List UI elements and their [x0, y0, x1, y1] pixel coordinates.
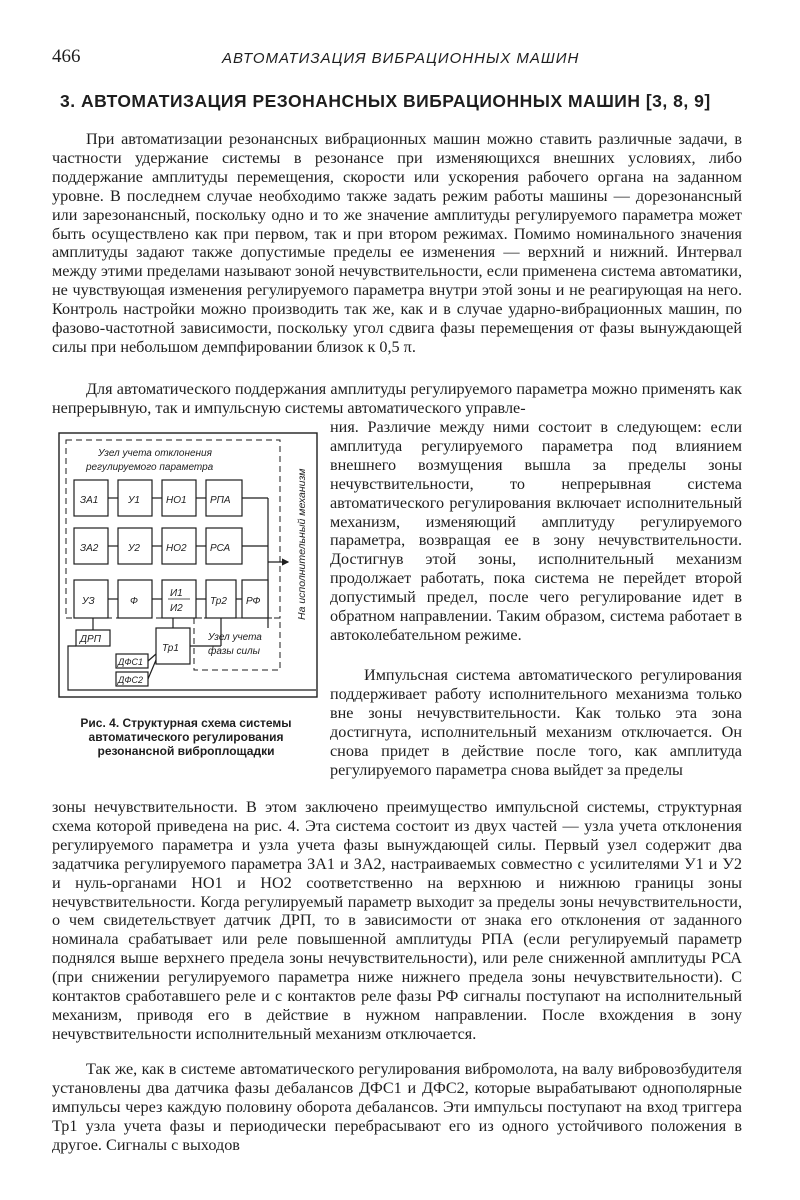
node1-label-line1: Узел учета отклонения [98, 448, 212, 459]
block-i2-label: И2 [170, 603, 183, 614]
paragraph-3-full: зоны нечувствительности. В этом заключено преимущество импульсной системы, структурная схема которой приведена на рис. 4. Эта система состоит из двух частей — узла учета отклонения регулируемого параметра и узла учета фазы вынуждающей силы. Первый узел содержит два задатчика регулируемого параметра ЗА1 и ЗА2, настраиваемых совместно с усилителями У1 и У2 и нуль-органами НО1 и НО2 соответственно на верхнюю и нижнюю границы зоны нечувствительности. Когда регулируемый параметр выходит за пределы зоны нечувствительности, о чем свидетельствует датчик ДРП, то в зависимости от знака его отклонения от заданного номинала срабатывает или реле повышенной амплитуды РПА (если регулируемый параметр поднялся выше верхнего предела зоны нечувствительности), или реле сниженной амплитуды РСА (при снижении регулируемого параметра ниже нижнего предела зоны нечувствительности). С контактов сработавшего реле и с контактов реле фазы РФ сигналы поступают на исполнительный механизм, приводя его в действие в нужном направлении. После вхождения в зону нечувствительности исполнительный механизм отключается. [52, 798, 742, 1043]
page-header [52, 46, 752, 74]
row3-blocks [74, 580, 268, 618]
block-no2-label: НО2 [166, 543, 187, 554]
paragraph-2-top: Для автоматического поддержания амплитуды регулируемого параметра можно применять как непрерывную, так и импульсную системы автоматического управле- [52, 380, 742, 417]
block-diagram [58, 432, 320, 700]
block-f-label: Ф [130, 596, 138, 607]
node1-label-line2: регулируемого параметра [86, 462, 214, 473]
block-za2-label: ЗА2 [80, 543, 99, 554]
row1-blocks [74, 480, 268, 516]
block-diagram-figure [58, 432, 320, 700]
paragraph-2-right-column: ния. Различие между ними состоит в следующем: если амплитуда регулируемого параметра под влиянием внешнего возмущения вышла за пределы зоны нечувствительности, то непрерывная система автоматического регулирования включает исполнительный механизм, изменяющий амплитуду регулируемого параметра, возвращая ее в зону нечувствительности. Достигнув этой зоны, исполнительный механизм продолжает работать, пока система не перейдет второй допустимый предел, после чего регулирование идет в обратном направлении. Таким образом, система работает в автоколебательном режиме. [330, 418, 742, 644]
figure-caption-text: Структурная схема системы автоматического регулирования резонансной виброплощадки [88, 716, 292, 758]
node2-label-line1: Узел учета [208, 632, 262, 643]
row2-blocks [74, 528, 268, 564]
block-za1-label: ЗА1 [80, 495, 99, 506]
block-dfs2-label: ДФС2 [118, 675, 143, 685]
node2-dashed-frame [194, 618, 280, 670]
figure-caption-label: Рис. 4. [80, 716, 120, 730]
block-rsa-label: РСА [210, 543, 231, 554]
block-rpa-label: РПА [210, 495, 231, 506]
block-uz-label: УЗ [82, 596, 95, 607]
block-tr1-label: Тр1 [162, 643, 179, 654]
block-no1-label: НО1 [166, 495, 187, 506]
node2-label-line2: фазы силы [208, 646, 261, 657]
block-tr2-label: Тр2 [210, 596, 227, 607]
block-rf-label: РФ [246, 596, 261, 607]
section-title: 3. АВТОМАТИЗАЦИЯ РЕЗОНАНСНЫХ ВИБРАЦИОННЫХ МАШИН [3, 8, 9] [60, 91, 711, 111]
page-number: 466 [52, 46, 81, 67]
figure-caption [52, 716, 320, 758]
block-u2-label: У2 [128, 543, 140, 554]
block-drp-label: ДРП [80, 634, 101, 645]
paragraph-1: При автоматизации резонансных вибрационных машин можно ставить различные задачи, в частности удержание системы в резонансе при изменяющихся внешних условиях, либо поддержание амплитуды перемещения, скорости или ускорения рабочего органа на заданном уровне. В последнем случае необходимо также задать режим работы машины — дорезонансный или зарезонансный, поскольку одно и то же значение амплитуды регулируемого параметра может быть осуществлено как при первом, так и при втором режимах. Помимо номинального значения амплитуды задают также допустимые пределы ее изменения — верхний и нижний. Интервал между этими пределами называют зоной нечувствительности, если применена система автоматики, не чувствующая изменения регулируемого параметра внутри этой зоны и не реагирующая на него. Контроль настройки можно производить так же, как и в случае ударно-вибрационных машин, по фазово-частотной зависимости, поскольку угол сдвига фазы перемещения от фазы вынуждающей силы при небольшом демпфировании близок к 0,5 π. [52, 130, 742, 356]
running-title: АВТОМАТИЗАЦИЯ ВИБРАЦИОННЫХ МАШИН [222, 50, 580, 67]
block-i1-label: И1 [170, 588, 183, 599]
actuator-label: На исполнительный механизм [296, 468, 308, 620]
paragraph-4: Так же, как в системе автоматического регулирования вибромолота, на валу вибровозбудителя установлены два датчика фазы дебалансов ДФС1 и ДФС2, которые вырабатывают однополярные импульсы через каждую половину оборота дебалансов. Эти импульсы поступают на вход триггера Тр1 узла учета фазы и периодически перебрасывают его из одного устойчивого положения в другое. Сигналы с выходов [52, 1060, 742, 1154]
block-u1-label: У1 [128, 495, 140, 506]
paragraph-3-right-column: Импульсная система автоматического регулирования поддерживает работу исполнительного механизма только вне зоны нечувствительности. Как только эта зона достигнута, исполнительный механизм отключается. Он снова придет в действие после того, как амплитуда регулируемого параметра снова выйдет за пределы [330, 666, 742, 779]
block-dfs1-label: ДФС1 [118, 657, 143, 667]
